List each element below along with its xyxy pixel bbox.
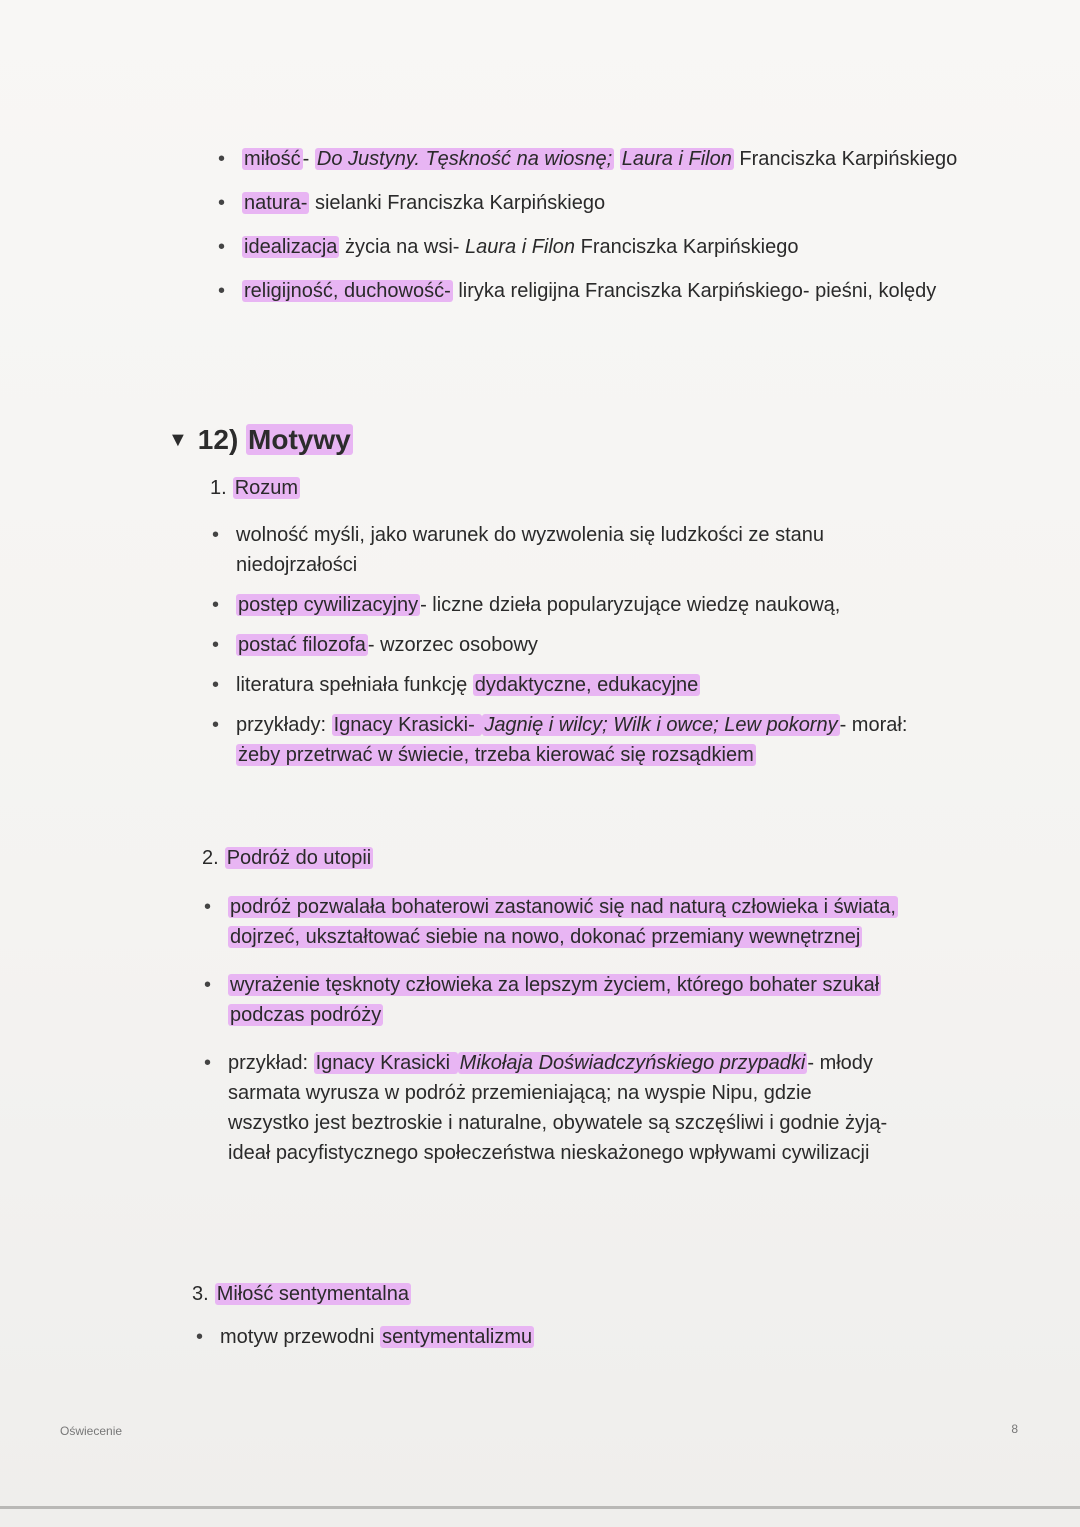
highlight: Do Justyny. Tęskność na wiosnę; (316, 148, 613, 170)
list-item: • religijność, duchowość- liryka religijna Franciszka Karpińskiego- pieśni, kolędy (212, 276, 972, 306)
list-item: • wyrażenie tęsknoty człowieka za lepszym życiem, którego bohater szukał podczas podróży (198, 970, 898, 1030)
list-item: • motyw przewodni sentymentalizmu (190, 1322, 890, 1352)
list-item: • postać filozofa - wzorzec osobowy (206, 630, 926, 660)
highlight: religijność, duchowość- (244, 280, 451, 302)
highlight: Laura i Filon (621, 148, 732, 170)
list-item: • miłość - Do Justyny. Tęskność na wiosnę; Laura i Filon Franciszka Karpińskiego (212, 144, 972, 174)
top-bullet-list (212, 144, 972, 320)
collapse-triangle-icon[interactable]: ▼ (168, 429, 188, 451)
highlight: idealizacja (244, 236, 338, 258)
rozum-list (206, 520, 926, 780)
footer-document-title: Oświecenie (60, 1424, 123, 1438)
list-item: • literatura spełniała funkcję dydaktyczne, edukacyjne (206, 670, 926, 700)
section-heading[interactable]: ▼ 12) Motywy (168, 424, 351, 455)
list-item: • podróż pozwalała bohaterowi zastanowić się nad naturą człowieka i świata, dojrzeć, ukształtować siebie na nowo, dokonać przemiany wewnętrznej (198, 892, 898, 952)
list-item: • przykłady: Ignacy Krasicki- Jagnię i wilcy; Wilk i owce; Lew pokorny - morał: żeby przetrwać w świecie, trzeba kierować się rozsądkiem (206, 710, 926, 770)
podroz-list (198, 892, 898, 1178)
highlight: miłość (244, 148, 301, 170)
highlight: natura- (244, 192, 308, 214)
list-item: • idealizacja życia na wsi- Laura i Filon Franciszka Karpińskiego (212, 232, 972, 262)
section-title: Motywy (248, 424, 351, 455)
list-item: • postęp cywilizacyjny - liczne dzieła popularyzujące wiedzę naukową, (206, 590, 926, 620)
subheading-podroz: 2. Podróż do utopii (202, 847, 372, 869)
subheading-milosc: 3. Miłość sentymentalna (192, 1283, 409, 1305)
subheading-rozum: 1. Rozum (210, 477, 299, 499)
list-item: • przykład: Ignacy Krasicki Mikołaja Doświadczyńskiego przypadki - młody sarmata wyrusza w podróż przemieniającą; na wyspie Nipu, gdzie wszystko jest beztroskie i naturalne, obywatele są szczęśliwi i godnie żyją- ideał pacyfistycznego społeczeństwa nieskażonego wpływami cywilizacji (198, 1048, 898, 1168)
page-number: 8 (1011, 1422, 1018, 1436)
list-item: • wolność myśli, jako warunek do wyzwolenia się ludzkości ze stanu niedojrzałości (206, 520, 926, 580)
list-item: • natura- sielanki Franciszka Karpińskiego (212, 188, 972, 218)
paper-edge (0, 1506, 1080, 1509)
milosc-list (190, 1322, 890, 1362)
